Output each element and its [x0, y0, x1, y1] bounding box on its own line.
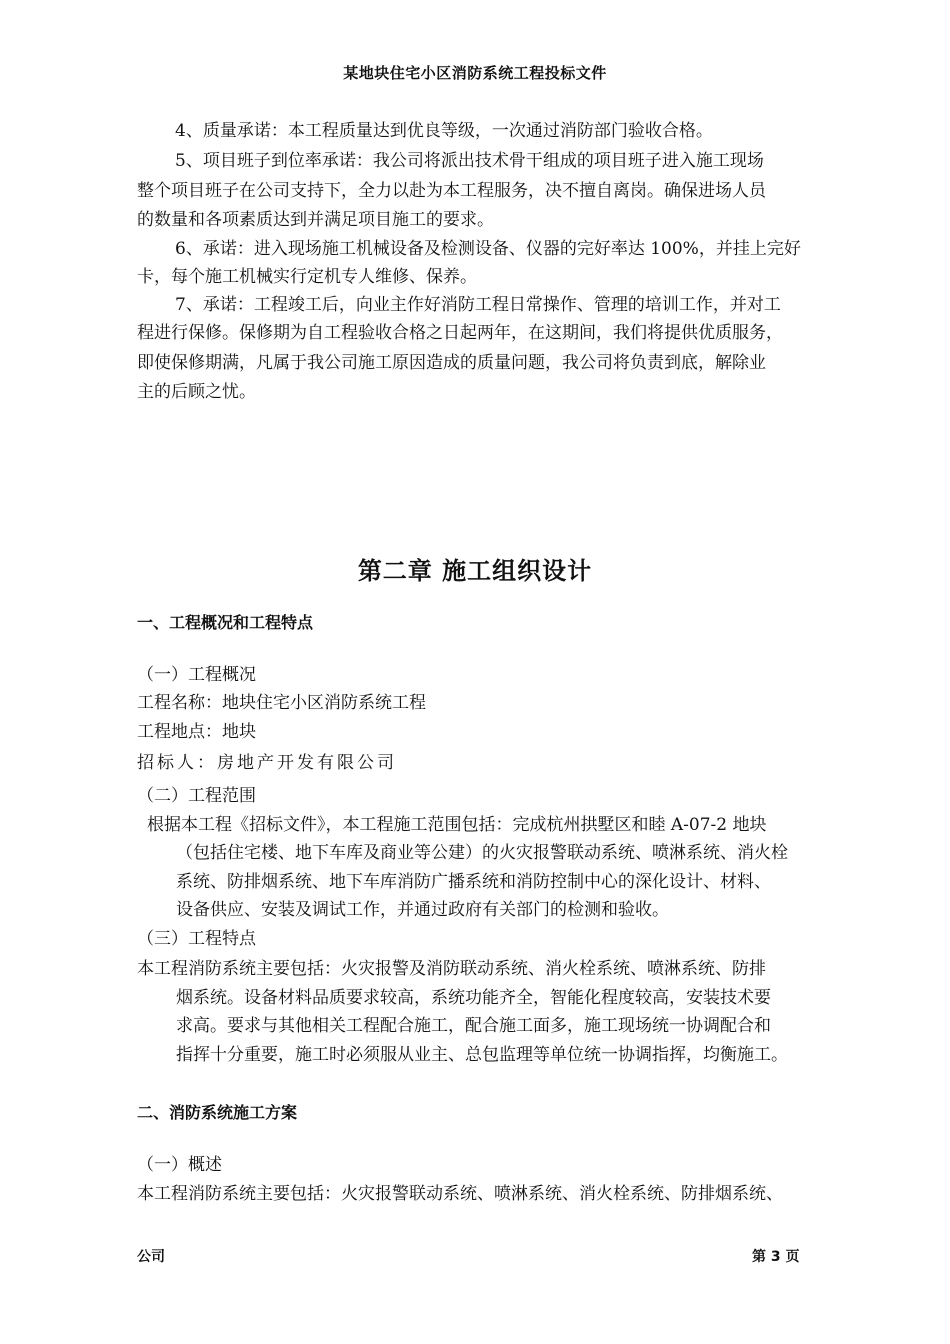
commitment-6-line-2: 卡，每个施工机械实行定机专人维修、保养。	[137, 267, 477, 287]
commitment-4: 4、质量承诺：本工程质量达到优良等级，一次通过消防部门验收合格。	[175, 121, 713, 141]
footer-company: 公司	[137, 1249, 165, 1265]
scope-line-2: （包括住宅楼、地下车库及商业等公建）的火灾报警联动系统、喷淋系统、消火栓	[176, 843, 788, 863]
overview-line-1: 本工程消防系统主要包括：火灾报警联动系统、喷淋系统、消火栓系统、防排烟系统、	[137, 1184, 783, 1204]
page-number: 第 3 页	[752, 1249, 800, 1265]
commitment-7-line-3: 即使保修期满，凡属于我公司施工原因造成的质量问题，我公司将负责到底，解除业	[137, 353, 766, 373]
section-1-title: 一、工程概况和工程特点	[137, 613, 314, 632]
commitment-5-line-2: 整个项目班子在公司支持下，全力以赴为本工程服务，决不擅自离岗。确保进场人员	[137, 181, 766, 201]
commitment-7-line-4: 主的后顾之忧。	[137, 382, 256, 402]
features-line-4: 指挥十分重要，施工时必须服从业主、总包监理等单位统一协调指挥，均衡施工。	[176, 1045, 788, 1065]
features-line-3: 求高。要求与其他相关工程配合施工，配合施工面多，施工现场统一协调配合和	[176, 1016, 771, 1036]
section-2-title: 二、消防系统施工方案	[137, 1103, 298, 1122]
commitment-7-line-2: 程进行保修。保修期为自工程验收合格之日起两年，在这期间，我们将提供优质服务，	[137, 323, 783, 343]
chapter-title: 第二章 施工组织设计	[357, 557, 593, 585]
features-line-2: 烟系统。设备材料品质要求较高，系统功能齐全，智能化程度较高，安装技术要	[176, 988, 771, 1008]
commitment-7-line-1: 7、承诺：工程竣工后，向业主作好消防工程日常操作、管理的培训工作，并对工	[175, 295, 781, 315]
commitment-5-line-1: 5、项目班子到位率承诺：我公司将派出技术骨干组成的项目班子进入施工现场	[175, 151, 764, 171]
tenderer: 招标人：房地产开发有限公司	[137, 753, 397, 773]
running-header: 某地块住宅小区消防系统工程投标文件	[343, 64, 607, 82]
project-site: 工程地点：地块	[137, 722, 256, 742]
subsection-2-title: （二）工程范围	[137, 786, 256, 806]
project-name: 工程名称：地块住宅小区消防系统工程	[137, 693, 426, 713]
scope-line-1: 根据本工程《招标文件》，本工程施工范围包括：完成杭州拱墅区和睦 A-07-2 地块	[147, 815, 767, 835]
features-line-1: 本工程消防系统主要包括：火灾报警及消防联动系统、消火栓系统、喷淋系统、防排	[137, 959, 766, 979]
subsection-3-title: （三）工程特点	[137, 929, 256, 949]
commitment-5-line-3: 的数量和各项素质达到并满足项目施工的要求。	[137, 210, 494, 230]
commitment-6-line-1: 6、承诺：进入现场施工机械设备及检测设备、仪器的完好率达 100%，并挂上完好	[175, 239, 801, 259]
section-2-subsection-1-title: （一）概述	[137, 1155, 222, 1175]
scope-line-4: 设备供应、安装及调试工作，并通过政府有关部门的检测和验收。	[176, 900, 669, 920]
scope-line-3: 系统、防排烟系统、地下车库消防广播系统和消防控制中心的深化设计、材料、	[176, 872, 771, 892]
subsection-1-title: （一）工程概况	[137, 665, 256, 685]
